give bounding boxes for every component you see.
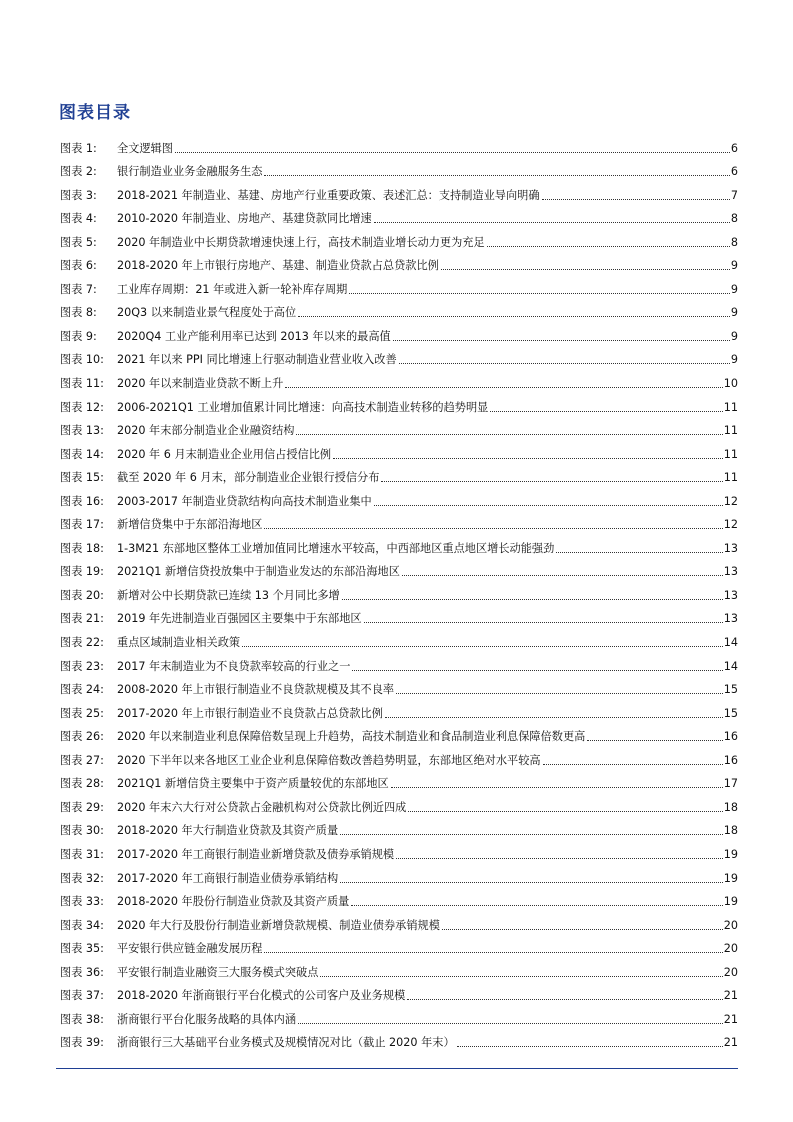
toc-entry-label: 图表 29:: [60, 800, 104, 814]
toc-entry-label: 图表 2:: [60, 165, 97, 179]
toc-entry-title: 2020 年以来制造业贷款不断上升: [117, 377, 284, 391]
toc-entry[interactable]: [60, 226, 738, 250]
toc-entry-page: 11: [723, 471, 738, 485]
toc-entry-title: 平安银行供应链金融发展历程: [117, 942, 263, 956]
toc-entry[interactable]: [60, 626, 738, 650]
toc-entry-title: 2020 下半年以来各地区工业企业利息保障倍数改善趋势明显，东部地区绝对水平较高: [117, 753, 541, 767]
toc-entry-leader: [407, 999, 722, 1000]
toc-entry[interactable]: [60, 886, 738, 910]
toc-entry-label: 图表 37:: [60, 989, 104, 1003]
toc-entry-page: 20: [723, 942, 738, 956]
toc-entry[interactable]: [60, 462, 738, 486]
toc-entry-leader: [542, 199, 730, 200]
toc-entry-page: 17: [723, 777, 738, 791]
toc-entry-leader: [556, 552, 722, 553]
toc-entry[interactable]: [60, 697, 738, 721]
toc-entry-title: 平安银行制造业融资三大服务模式突破点: [117, 965, 319, 979]
toc-entry-leader: [285, 387, 722, 388]
toc-entry-page: 13: [723, 588, 738, 602]
toc-entry-label: 图表 7:: [60, 282, 97, 296]
toc-entry[interactable]: [60, 391, 738, 415]
toc-entry-page: 9: [730, 329, 738, 343]
toc-entry-leader: [490, 411, 722, 412]
toc-entry-title: 2017-2020 年工商银行制造业新增贷款及债券承销规模: [117, 847, 395, 861]
toc-entry-leader: [374, 222, 730, 223]
toc-entry-title: 2008-2020 年上市银行制造业不良贷款规模及其不良率: [117, 683, 395, 697]
toc-entry-title: 2017-2020 年上市银行制造业不良贷款占总贷款比例: [117, 706, 383, 720]
figure-list: [60, 132, 738, 1050]
toc-entry-page: 21: [723, 989, 738, 1003]
toc-entry-page: 20: [723, 918, 738, 932]
toc-entry[interactable]: [60, 721, 738, 745]
toc-entry[interactable]: [60, 415, 738, 439]
toc-entry-page: 13: [723, 541, 738, 555]
toc-entry-leader: [351, 905, 722, 906]
toc-entry-leader: [381, 481, 722, 482]
toc-entry-title: 2018-2020 年上市银行房地产、基建、制造业贷款占总贷款比例: [117, 259, 439, 273]
toc-entry-leader: [342, 599, 723, 600]
toc-entry-label: 图表 4:: [60, 212, 97, 226]
toc-entry-page: 9: [730, 306, 738, 320]
toc-entry-page: 8: [730, 235, 738, 249]
toc-entry-leader: [442, 929, 723, 930]
toc-entry-title: 2019 年先进制造业百强园区主要集中于东部地区: [117, 612, 362, 626]
toc-entry-leader: [264, 175, 729, 176]
toc-entry-page: 6: [730, 165, 738, 179]
toc-entry-label: 图表 10:: [60, 353, 104, 367]
toc-entry-title: 2020 年末部分制造业企业融资结构: [117, 424, 295, 438]
toc-entry[interactable]: [60, 273, 738, 297]
toc-entry-page: 11: [723, 424, 738, 438]
toc-entry-title: 浙商银行平台化服务战略的具体内涵: [117, 1012, 297, 1026]
toc-entry-page: 9: [730, 282, 738, 296]
toc-entry[interactable]: [60, 320, 738, 344]
toc-entry-label: 图表 19:: [60, 565, 104, 579]
toc-entry-leader: [352, 670, 722, 671]
toc-entry-title: 2021 年以来 PPI 同比增速上行驱动制造业营业收入改善: [117, 353, 397, 367]
toc-entry-label: 图表 13:: [60, 424, 104, 438]
toc-entry-page: 6: [730, 141, 738, 155]
toc-entry-title: 2003-2017 年制造业贷款结构向高技术制造业集中: [117, 494, 372, 508]
toc-entry[interactable]: [60, 791, 738, 815]
toc-entry-leader: [408, 811, 722, 812]
toc-entry-title: 2006-2021Q1 工业增加值累计同比增速：向高技术制造业转移的趋势明显: [117, 400, 489, 414]
toc-entry-page: 19: [723, 871, 738, 885]
toc-entry-title: 2018-2020 年大行制造业贷款及其资产质量: [117, 824, 339, 838]
toc-entry-label: 图表 18:: [60, 541, 104, 555]
toc-entry-page: 16: [723, 730, 738, 744]
toc-entry[interactable]: [60, 344, 738, 368]
toc-entry-title: 2018-2021 年制造业、基建、房地产行业重要政策、表述汇总：支持制造业导向明确: [117, 188, 540, 202]
toc-entry-page: 19: [723, 895, 738, 909]
toc-entry-title: 2018-2020 年浙商银行平台化模式的公司客户及业务规模: [117, 989, 406, 1003]
toc-entry[interactable]: [60, 1027, 738, 1051]
toc-entry-page: 21: [723, 1036, 738, 1050]
toc-entry-title: 工业库存周期：21 年或进入新一轮补库存周期: [117, 282, 348, 296]
toc-entry[interactable]: [60, 838, 738, 862]
toc-entry-label: 图表 6:: [60, 259, 97, 273]
toc-entry[interactable]: [60, 156, 738, 180]
toc-entry-page: 9: [730, 259, 738, 273]
toc-entry-label: 图表 33:: [60, 895, 104, 909]
toc-entry-page: 20: [723, 965, 738, 979]
toc-entry-leader: [543, 764, 723, 765]
toc-entry-page: 13: [723, 612, 738, 626]
toc-entry-label: 图表 11:: [60, 377, 104, 391]
toc-entry-leader: [391, 787, 723, 788]
toc-entry[interactable]: [60, 603, 738, 627]
toc-entry[interactable]: [60, 862, 738, 886]
footer-rule: [56, 1068, 738, 1069]
toc-entry-leader: [298, 1023, 723, 1024]
toc-entry-label: 图表 15:: [60, 471, 104, 485]
toc-entry-title: 2010-2020 年制造业、房地产、基建贷款同比增速: [117, 212, 372, 226]
toc-entry-leader: [242, 646, 723, 647]
toc-entry-leader: [340, 882, 723, 883]
toc-entry[interactable]: [60, 815, 738, 839]
toc-entry-label: 图表 27:: [60, 753, 104, 767]
toc-entry-page: 7: [730, 188, 738, 202]
toc-entry[interactable]: [60, 909, 738, 933]
toc-entry[interactable]: [60, 650, 738, 674]
toc-entry-title: 2020 年 6 月末制造业企业用信占授信比例: [117, 447, 332, 461]
toc-entry-page: 15: [723, 706, 738, 720]
toc-entry-page: 14: [723, 636, 738, 650]
toc-entry-leader: [298, 316, 730, 317]
toc-entry-leader: [402, 575, 723, 576]
toc-entry-page: 12: [723, 518, 738, 532]
toc-entry-title: 1-3M21 东部地区整体工业增加值同比增速水平较高，中西部地区重点地区增长动能强劲: [117, 541, 555, 555]
toc-entry-page: 21: [723, 1012, 738, 1026]
toc-entry[interactable]: [60, 674, 738, 698]
toc-entry-title: 20Q3 以来制造业景气程度处于高位: [117, 306, 297, 320]
toc-entry[interactable]: [60, 768, 738, 792]
toc-entry-leader: [333, 458, 723, 459]
toc-entry-title: 2021Q1 新增信贷投放集中于制造业发达的东部沿海地区: [117, 565, 400, 579]
toc-entry[interactable]: [60, 132, 738, 156]
toc-entry-page: 14: [723, 659, 738, 673]
toc-entry-title: 2017 年末制造业为不良贷款率较高的行业之一: [117, 659, 351, 673]
toc-entry-label: 图表 21:: [60, 612, 104, 626]
toc-entry-leader: [264, 528, 722, 529]
toc-entry-title: 2017-2020 年工商银行制造业债券承销结构: [117, 871, 339, 885]
toc-entry-page: 18: [723, 800, 738, 814]
toc-entry[interactable]: [60, 179, 738, 203]
toc-entry-label: 图表 20:: [60, 588, 104, 602]
toc-entry-label: 图表 9:: [60, 329, 97, 343]
toc-entry-leader: [396, 858, 723, 859]
toc-entry-label: 图表 26:: [60, 730, 104, 744]
toc-entry[interactable]: [60, 485, 738, 509]
toc-entry-title: 新增信贷集中于东部沿海地区: [117, 518, 263, 532]
toc-entry-page: 16: [723, 753, 738, 767]
toc-entry-label: 图表 3:: [60, 188, 97, 202]
toc-title: 图表目录: [59, 103, 131, 123]
toc-entry-label: 图表 14:: [60, 447, 104, 461]
toc-entry[interactable]: [60, 956, 738, 980]
toc-entry-label: 图表 17:: [60, 518, 104, 532]
toc-entry[interactable]: [60, 509, 738, 533]
toc-entry[interactable]: [60, 250, 738, 274]
toc-entry-label: 图表 34:: [60, 918, 104, 932]
toc-entry-label: 图表 35:: [60, 942, 104, 956]
toc-entry-page: 8: [730, 212, 738, 226]
toc-entry[interactable]: [60, 1003, 738, 1027]
toc-entry-title: 重点区域制造业相关政策: [117, 636, 241, 650]
toc-entry-page: 11: [723, 447, 738, 461]
toc-entry-title: 截至 2020 年 6 月末，部分制造业企业银行授信分布: [117, 471, 380, 485]
toc-entry-label: 图表 28:: [60, 777, 104, 791]
toc-entry-leader: [175, 152, 730, 153]
toc-entry-title: 2020 年末六大行对公贷款占金融机构对公贷款比例近四成: [117, 800, 407, 814]
toc-entry[interactable]: [60, 438, 738, 462]
toc-entry-leader: [374, 505, 723, 506]
toc-entry-label: 图表 24:: [60, 683, 104, 697]
toc-entry-label: 图表 25:: [60, 706, 104, 720]
toc-entry-title: 2021Q1 新增信贷主要集中于资产质量较优的东部地区: [117, 777, 389, 791]
toc-entry-title: 全文逻辑图: [117, 141, 173, 155]
toc-entry-leader: [399, 363, 730, 364]
toc-entry[interactable]: [60, 367, 738, 391]
toc-entry-label: 图表 1:: [60, 141, 97, 155]
toc-entry-label: 图表 38:: [60, 1012, 104, 1026]
toc-entry-leader: [457, 1046, 723, 1047]
toc-entry-page: 18: [723, 824, 738, 838]
toc-entry-leader: [587, 740, 722, 741]
toc-entry[interactable]: [60, 556, 738, 580]
toc-entry-leader: [340, 834, 723, 835]
toc-entry-leader: [487, 246, 730, 247]
toc-entry-page: 13: [723, 565, 738, 579]
toc-entry-label: 图表 39:: [60, 1036, 104, 1050]
toc-entry-leader: [364, 622, 723, 623]
toc-entry-leader: [264, 952, 722, 953]
toc-entry-label: 图表 5:: [60, 235, 97, 249]
toc-entry-label: 图表 12:: [60, 400, 104, 414]
toc-entry-label: 图表 8:: [60, 306, 97, 320]
toc-entry-page: 10: [723, 377, 738, 391]
toc-entry-label: 图表 16:: [60, 494, 104, 508]
toc-entry-label: 图表 36:: [60, 965, 104, 979]
toc-entry-leader: [349, 293, 730, 294]
toc-entry-title: 银行制造业业务金融服务生态: [117, 165, 263, 179]
toc-entry[interactable]: [60, 203, 738, 227]
toc-entry-label: 图表 23:: [60, 659, 104, 673]
toc-entry-label: 图表 32:: [60, 871, 104, 885]
toc-entry-label: 图表 30:: [60, 824, 104, 838]
toc-entry[interactable]: [60, 297, 738, 321]
toc-entry-leader: [396, 693, 723, 694]
toc-entry-leader: [296, 434, 722, 435]
toc-entry[interactable]: [60, 933, 738, 957]
toc-entry-title: 2020Q4 工业产能利用率已达到 2013 年以来的最高值: [117, 329, 391, 343]
toc-entry[interactable]: [60, 744, 738, 768]
toc-entry-page: 9: [730, 353, 738, 367]
toc-entry-title: 浙商银行三大基础平台业务模式及规模情况对比（截止 2020 年末）: [117, 1036, 455, 1050]
toc-entry-leader: [441, 269, 730, 270]
toc-entry-leader: [393, 340, 730, 341]
toc-entry-label: 图表 22:: [60, 636, 104, 650]
toc-entry-label: 图表 31:: [60, 847, 104, 861]
toc-entry-leader: [320, 976, 722, 977]
toc-entry-title: 2020 年以来制造业利息保障倍数呈现上升趋势，高技术制造业和食品制造业利息保障倍数更高: [117, 730, 586, 744]
toc-entry-title: 新增对公中长期贷款已连续 13 个月同比多增: [117, 588, 340, 602]
toc-entry-title: 2020 年制造业中长期贷款增速快速上行，高技术制造业增长动力更为充足: [117, 235, 485, 249]
toc-entry-page: 11: [723, 400, 738, 414]
toc-entry[interactable]: [60, 532, 738, 556]
toc-entry-leader: [385, 717, 723, 718]
toc-entry-page: 12: [723, 494, 738, 508]
toc-entry-page: 19: [723, 847, 738, 861]
toc-entry-page: 15: [723, 683, 738, 697]
toc-entry[interactable]: [60, 980, 738, 1004]
toc-entry-title: 2018-2020 年股份行制造业贷款及其资产质量: [117, 895, 350, 909]
toc-entry[interactable]: [60, 579, 738, 603]
toc-entry-title: 2020 年大行及股份行制造业新增贷款规模、制造业债券承销规模: [117, 918, 440, 932]
